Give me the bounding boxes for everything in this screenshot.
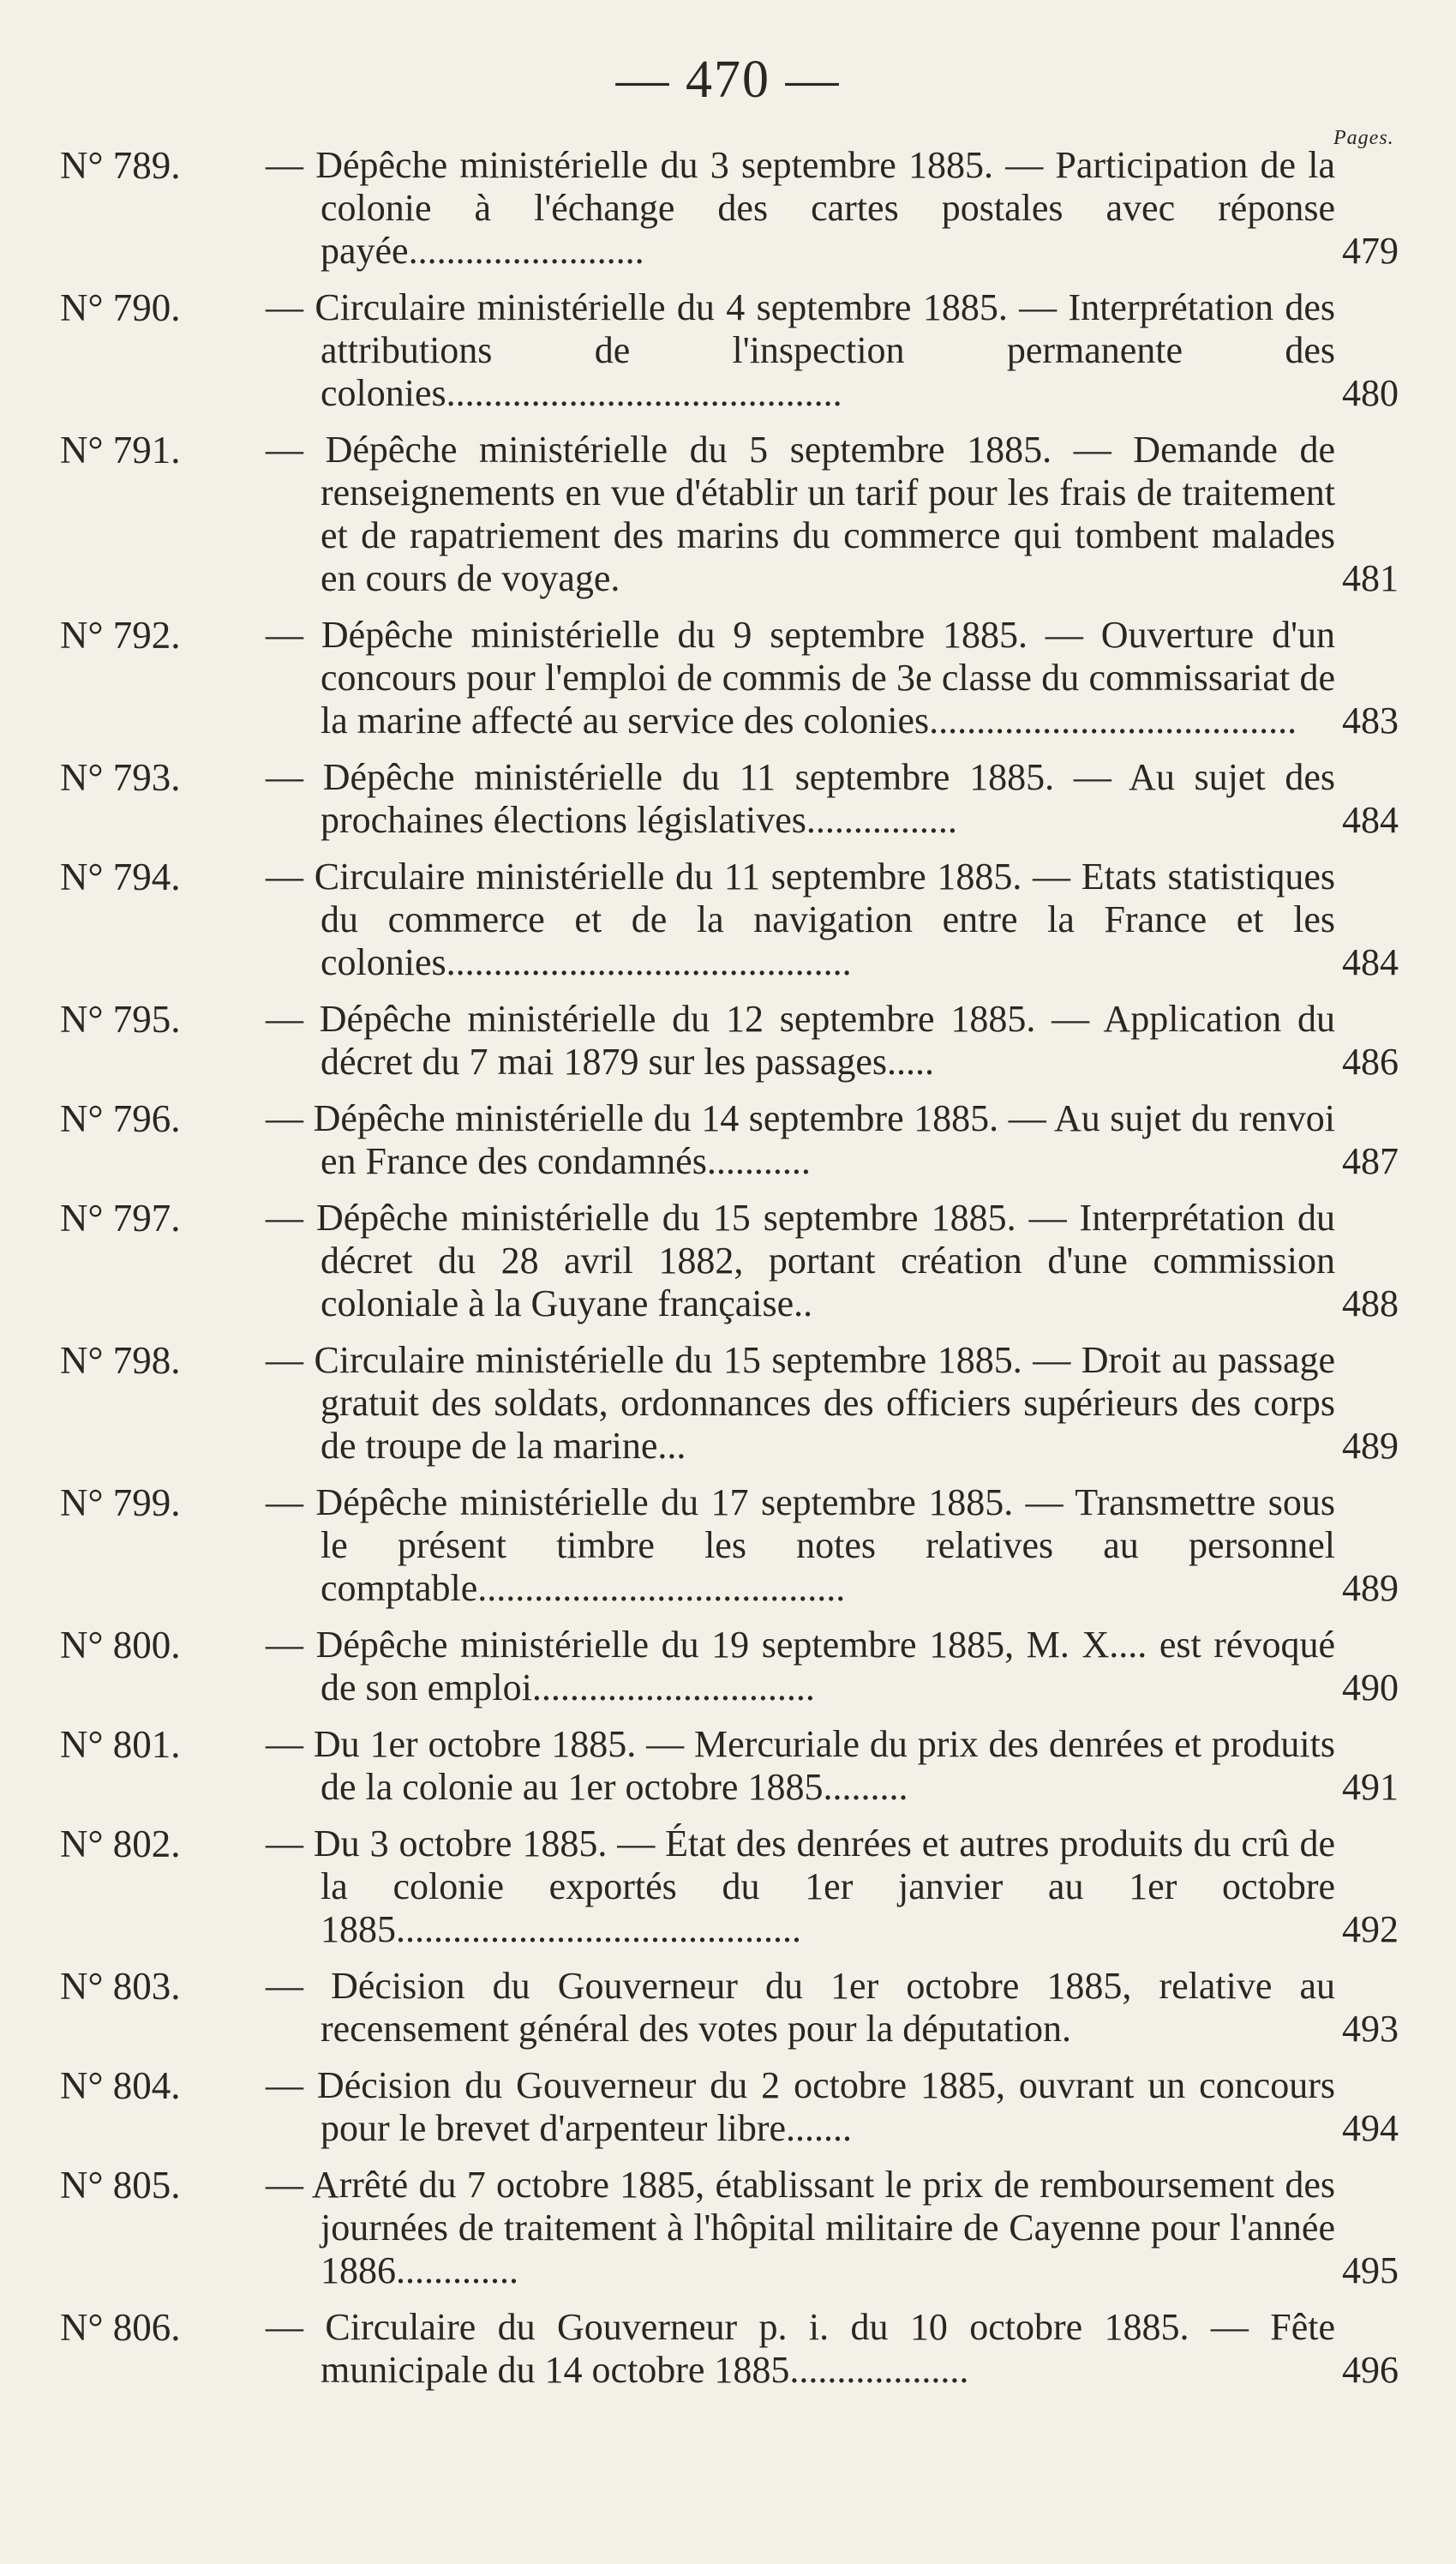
list-item (60, 2064, 1397, 2150)
list-item (60, 144, 1397, 273)
entry-number: N° 803. (60, 1965, 181, 2008)
entry-page-number: 480 (1342, 372, 1399, 414)
list-item (60, 1097, 1397, 1183)
list-item (60, 286, 1397, 415)
entry-page-number: 493 (1342, 2008, 1399, 2050)
entry-number: N° 795. (60, 998, 181, 1041)
entry-page-number: 484 (1342, 941, 1399, 983)
entry-number: N° 796. (60, 1097, 181, 1140)
entry-number: N° 793. (60, 756, 181, 799)
entry-number: N° 790. (60, 286, 181, 329)
entry-number: N° 805. (60, 2164, 181, 2207)
table-of-contents (60, 144, 1397, 2405)
entry-number: N° 799. (60, 1481, 181, 1524)
list-item (60, 998, 1397, 1084)
entry-number: N° 794. (60, 856, 181, 898)
list-item (60, 1822, 1397, 1951)
entry-page-number: 490 (1342, 1666, 1399, 1708)
entry-text: — Dépêche ministérielle du 19 septembre 1885, M. X.... est révoqué de son emploi.............................. (266, 1624, 1335, 1708)
page-number: — 470 — (615, 51, 841, 109)
entry-text: — Du 3 octobre 1885. — État des denrées et autres produits du crû de la colonie exportés du 1er janvier au 1er octobre 1885........................................... (266, 1822, 1335, 1950)
list-item (60, 856, 1397, 984)
entry-page-number: 484 (1342, 799, 1399, 841)
entry-page-number: 481 (1342, 557, 1399, 599)
list-item (60, 2306, 1397, 2392)
entry-text: — Dépêche ministérielle du 5 septembre 1885. — Demande de renseignements en vue d'établir un tarif pour les frais de traitement et de rapatriement des marins du commerce qui tombent malades en cours de voyage. (266, 429, 1335, 599)
entry-page-number: 483 (1342, 700, 1399, 742)
list-item (60, 1481, 1397, 1610)
entry-number: N° 800. (60, 1624, 181, 1666)
entry-page-number: 489 (1342, 1567, 1399, 1609)
entry-page-number: 489 (1342, 1425, 1399, 1467)
entry-text: — Dépêche ministérielle du 12 septembre 1885. — Application du décret du 7 mai 1879 sur les passages..... (266, 998, 1335, 1083)
entry-number: N° 804. (60, 2064, 181, 2107)
pages-column-header: Pages. (1333, 127, 1394, 149)
entry-number: N° 801. (60, 1723, 181, 1766)
entry-text: — Circulaire ministérielle du 4 septembre 1885. — Interprétation des attributions de l'inspection permanente des colonies.......................................... (266, 286, 1335, 414)
entry-number: N° 789. (60, 144, 181, 187)
entry-text: — Circulaire du Gouverneur p. i. du 10 octobre 1885. — Fête municipale du 14 octobre 1885................... (266, 2306, 1335, 2391)
list-item (60, 1339, 1397, 1468)
entry-text: — Dépêche ministérielle du 14 septembre 1885. — Au sujet du renvoi en France des condamnés........... (266, 1097, 1335, 1182)
entry-number: N° 791. (60, 429, 181, 471)
entry-text: — Circulaire ministérielle du 11 septembre 1885. — Etats statistiques du commerce et de la navigation entre la France et les colonies........................................... (266, 856, 1335, 983)
entry-text: — Du 1er octobre 1885. — Mercuriale du prix des denrées et produits de la colonie au 1er octobre 1885......... (266, 1723, 1335, 1808)
entry-text: — Dépêche ministérielle du 15 septembre 1885. — Interprétation du décret du 28 avril 1882, portant création d'une commission coloniale à la Guyane française.. (266, 1197, 1335, 1324)
entry-page-number: 495 (1342, 2249, 1399, 2291)
entry-text: — Dépêche ministérielle du 11 septembre 1885. — Au sujet des prochaines élections législatives................ (266, 756, 1335, 841)
entry-text: — Décision du Gouverneur du 2 octobre 1885, ouvrant un concours pour le brevet d'arpenteur libre....... (266, 2064, 1335, 2149)
list-item (60, 1723, 1397, 1809)
list-item (60, 1624, 1397, 1709)
entry-number: N° 792. (60, 614, 181, 657)
entry-number: N° 798. (60, 1339, 181, 1382)
entry-text: — Dépêche ministérielle du 9 septembre 1885. — Ouverture d'un concours pour l'emploi de commis de 3e classe du commissariat de la marine affecté au service des colonies....................................... (266, 614, 1335, 742)
entry-number: N° 797. (60, 1197, 181, 1240)
entry-page-number: 487 (1342, 1140, 1399, 1182)
entry-page-number: 494 (1342, 2107, 1399, 2149)
entry-text: — Dépêche ministérielle du 3 septembre 1885. — Participation de la colonie à l'échange des cartes postales avec réponse payée......................... (266, 144, 1335, 272)
entry-text: — Décision du Gouverneur du 1er octobre 1885, relative au recensement général des votes pour la députation. (266, 1965, 1335, 2050)
list-item (60, 756, 1397, 842)
list-item (60, 429, 1397, 600)
entry-number: N° 806. (60, 2306, 181, 2349)
entry-page-number: 486 (1342, 1041, 1399, 1083)
entry-number: N° 802. (60, 1822, 181, 1865)
list-item (60, 2164, 1397, 2292)
entry-page-number: 492 (1342, 1908, 1399, 1950)
entry-text: — Dépêche ministérielle du 17 septembre 1885. — Transmettre sous le présent timbre les notes relatives au personnel comptable....................................... (266, 1481, 1335, 1609)
entry-text: — Circulaire ministérielle du 15 septembre 1885. — Droit au passage gratuit des soldats, ordonnances des officiers supérieurs des corps de troupe de la marine... (266, 1339, 1335, 1467)
entry-text: — Arrêté du 7 octobre 1885, établissant le prix de remboursement des journées de traitement à l'hôpital militaire de Cayenne pour l'année 1886............. (266, 2164, 1335, 2291)
entry-page-number: 496 (1342, 2349, 1399, 2391)
entry-page-number: 488 (1342, 1282, 1399, 1324)
list-item (60, 1965, 1397, 2051)
list-item (60, 614, 1397, 742)
entry-page-number: 491 (1342, 1766, 1399, 1808)
entry-page-number: 479 (1342, 230, 1399, 272)
list-item (60, 1197, 1397, 1325)
